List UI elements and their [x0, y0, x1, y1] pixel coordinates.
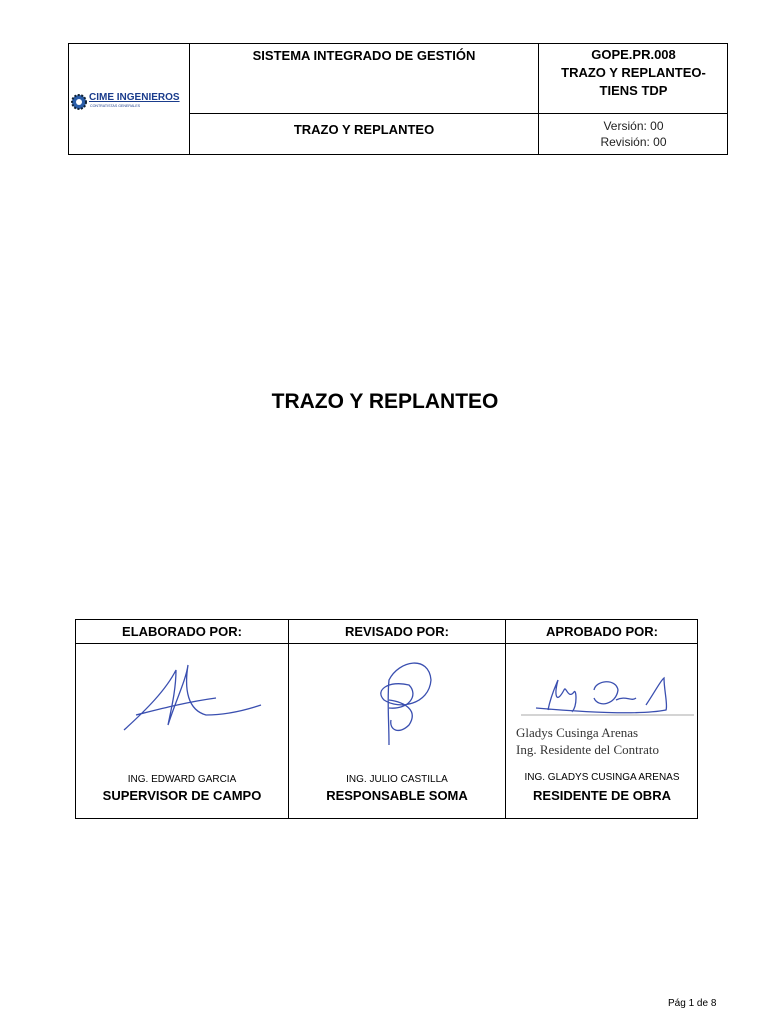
signer-role: RESIDENTE DE OBRA [533, 788, 671, 803]
version: Versión: 00 [603, 119, 664, 133]
stamp-title: Ing. Residente del Contrato [516, 742, 659, 757]
signature-column-aprobado [506, 620, 698, 818]
company-logo [69, 44, 190, 155]
signer-name: ING. EDWARD GARCIA [127, 774, 237, 785]
signer-name: ING. GLADYS CUSINGA ARENAS [524, 772, 680, 783]
document-title-line2: TIENS TDP [599, 83, 668, 98]
document-code: GOPE.PR.008 [591, 47, 676, 62]
document-subtitle: TRAZO Y REPLANTEO [190, 114, 539, 155]
signature-column-revisado [289, 620, 506, 818]
column-header: REVISADO POR: [289, 620, 505, 644]
header-table [68, 43, 728, 155]
signer-role: RESPONSABLE SOMA [326, 788, 468, 803]
page-number: Pág 1 de 8 [668, 998, 717, 1009]
document-code-cell [539, 44, 728, 114]
column-header: APROBADO POR: [506, 620, 698, 644]
signer-name: ING. JULIO CASTILLA [346, 774, 448, 785]
svg-text:CIME INGENIEROS: CIME INGENIEROS [89, 91, 180, 103]
stamp-name: Gladys Cusinga Arenas [516, 725, 639, 740]
page-title: TRAZO Y REPLANTEO [271, 390, 499, 413]
system-name: SISTEMA INTEGRADO DE GESTIÓN [190, 44, 539, 114]
signature-table [75, 619, 698, 819]
signature-column-elaborado [76, 620, 289, 818]
column-header: ELABORADO POR: [76, 620, 288, 644]
signer-role: SUPERVISOR DE CAMPO [102, 788, 262, 803]
signature-gladys-cusinga [506, 650, 698, 730]
svg-text:CONTRATISTAS GENERALES: CONTRATISTAS GENERALES [90, 103, 141, 108]
version-cell [539, 114, 728, 155]
signature-edward-garcia [76, 650, 289, 740]
logo-gear-icon [70, 85, 188, 115]
revision: Revisión: 00 [600, 135, 667, 149]
document-title-line1: TRAZO Y REPLANTEO- [561, 65, 706, 80]
signature-julio-castilla [289, 650, 506, 750]
signature-stamp [516, 724, 698, 758]
